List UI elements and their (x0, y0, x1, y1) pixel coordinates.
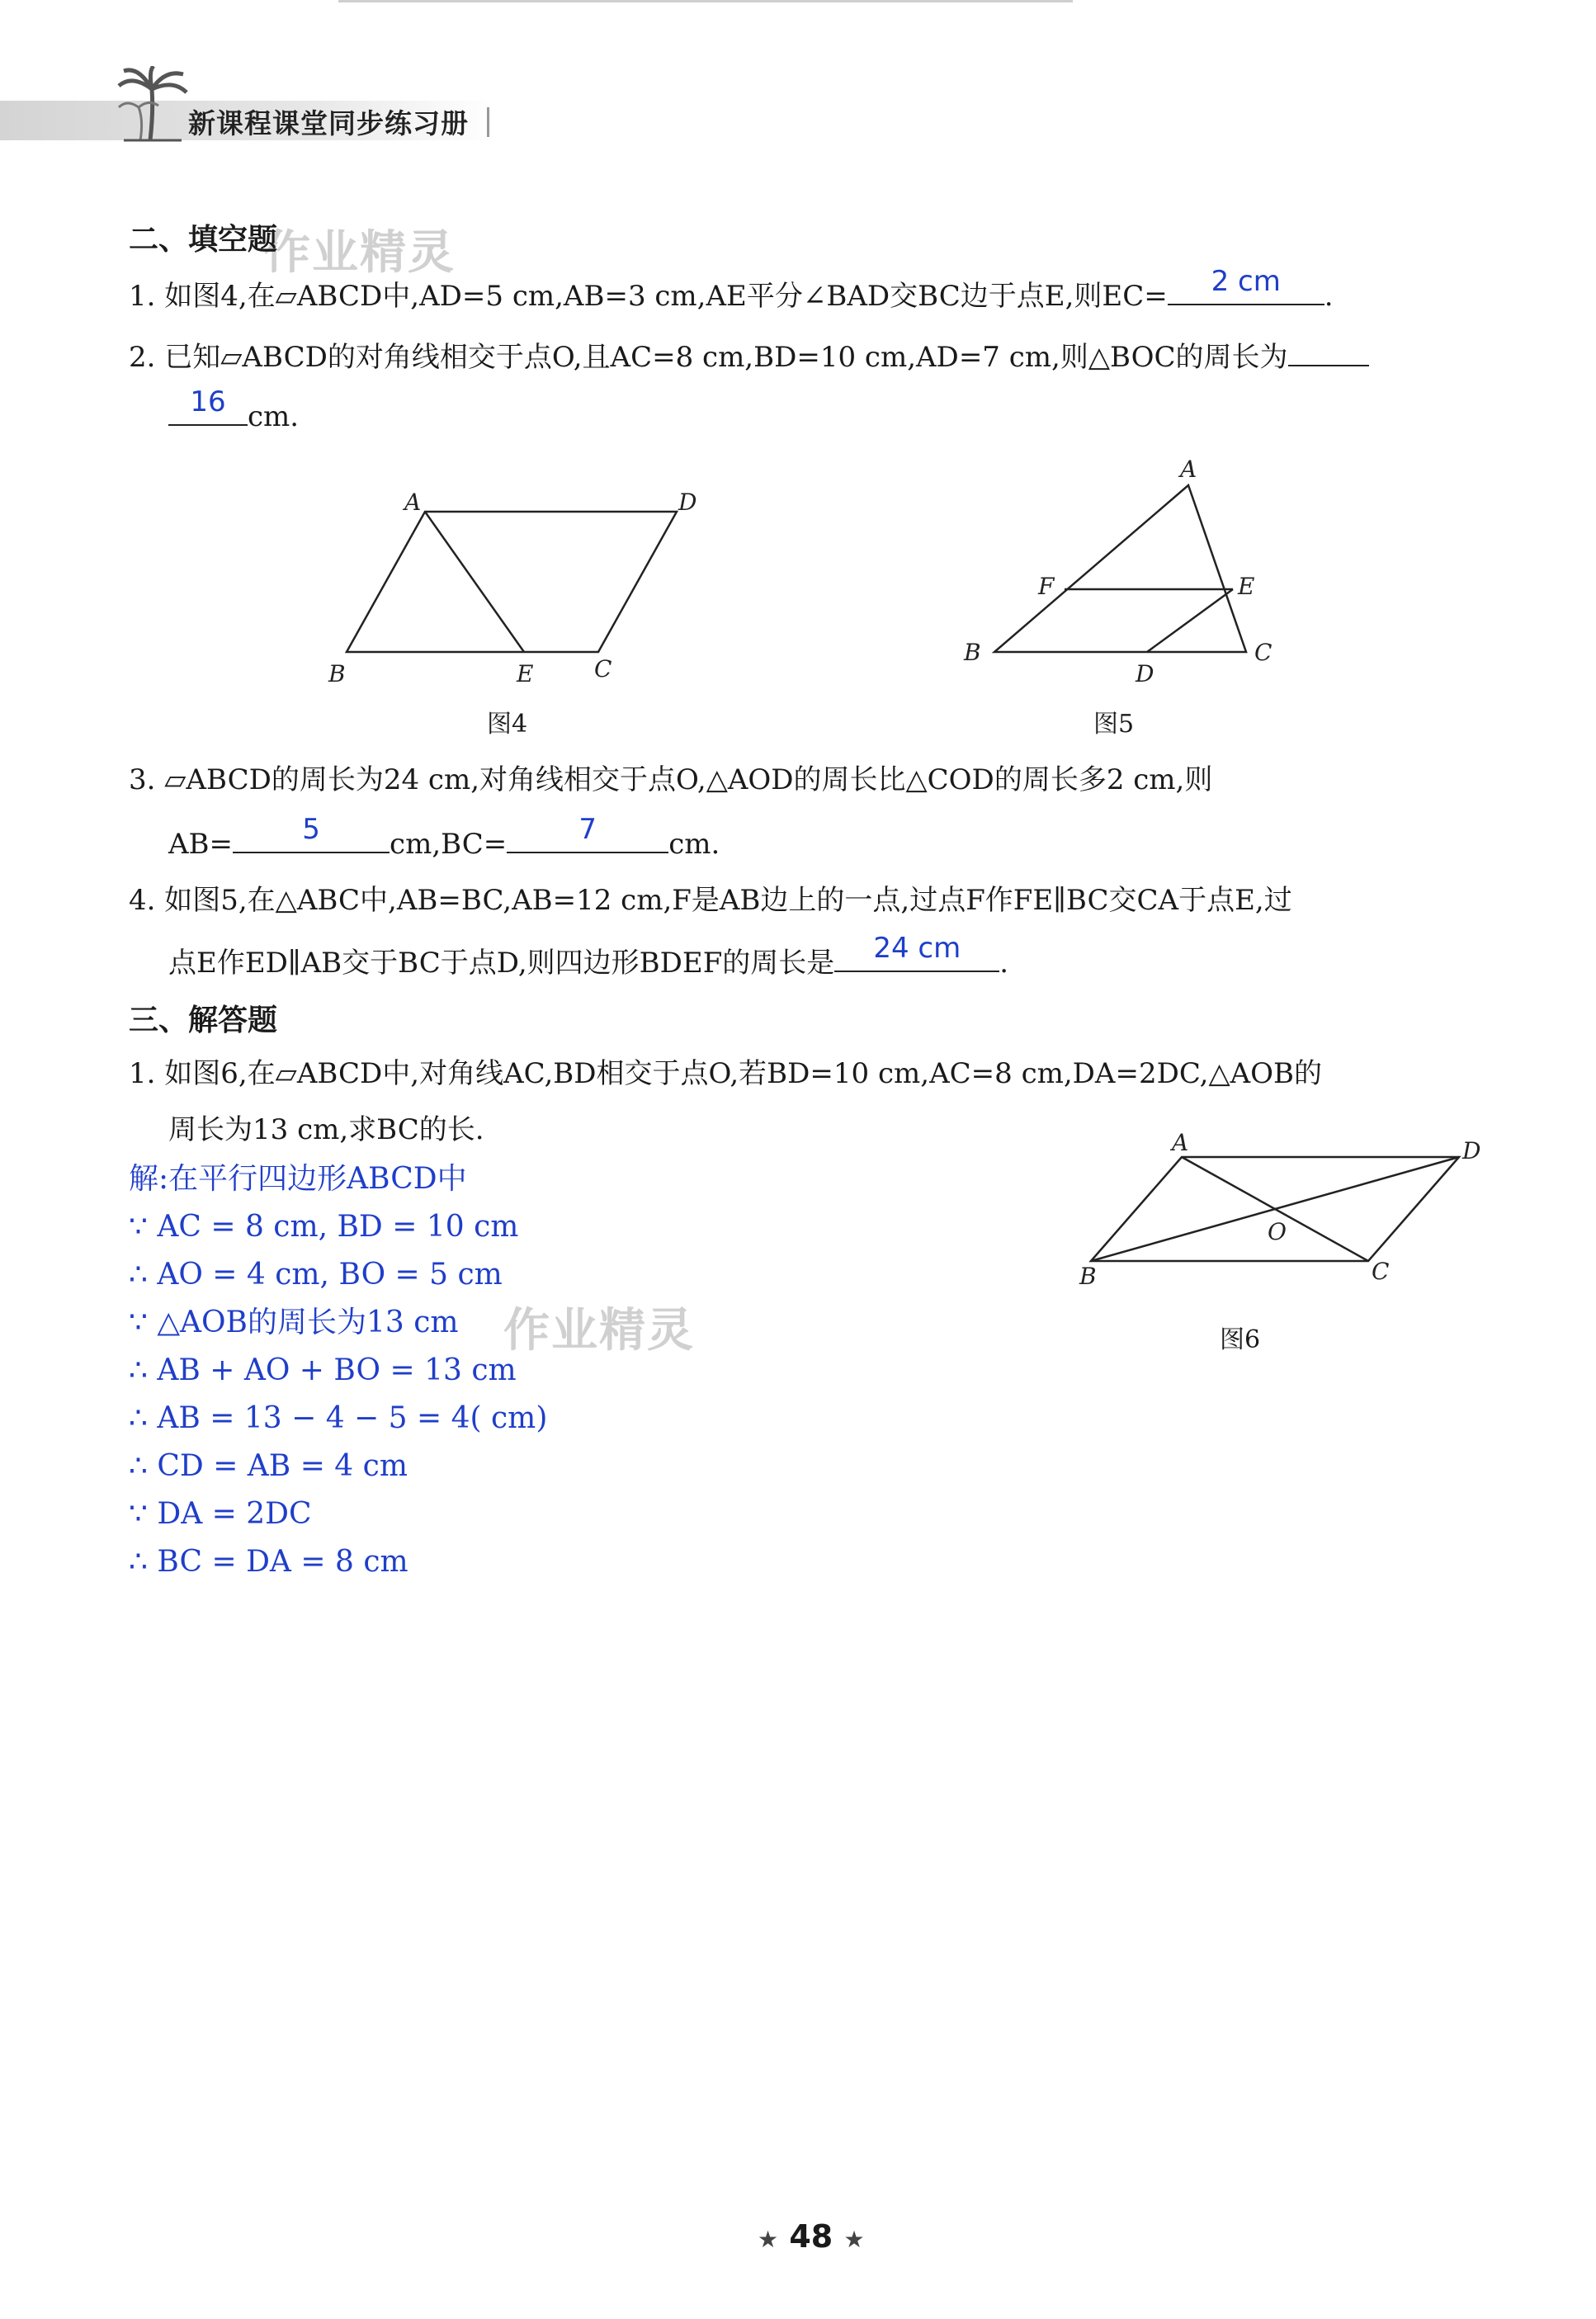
solution-line: 解:在平行四边形ABCD中 (129, 1162, 467, 1196)
fig5-label-a: A (1180, 456, 1197, 483)
fig4-label-c: C (594, 655, 612, 682)
figure-4 (322, 479, 718, 693)
question-text: . (1324, 280, 1334, 313)
question-3-1 (129, 1053, 1322, 1094)
figure-6-caption: 图6 (1220, 1325, 1261, 1354)
solution-line: ∵ DA = 2DC (129, 1497, 312, 1531)
answer-blank-ab (233, 813, 390, 853)
question-text: AB= (168, 828, 234, 861)
solution-block (129, 1155, 547, 1586)
header-title: 新课程课堂同步练习册 (188, 107, 469, 139)
solution-line: ∵ AC = 8 cm, BD = 10 cm (129, 1210, 519, 1244)
fig6-label-o: O (1268, 1218, 1287, 1245)
question-2-2 (129, 333, 1369, 378)
header-divider (487, 107, 489, 137)
section-title-fill-blank: 二、填空题 (129, 223, 278, 257)
solution-line: ∴ CD = AB = 4 cm (129, 1449, 408, 1483)
answer-text: 5 (302, 813, 320, 846)
question-2-3 (129, 759, 1212, 801)
solution-line: ∴ BC = DA = 8 cm (129, 1545, 408, 1579)
question-2-4-line2 (168, 932, 1009, 984)
question-2-1 (129, 265, 1334, 317)
fig5-label-b: B (964, 639, 981, 666)
question-text: 3. ▱ABCD的周长为24 cm,对角线相交于点O,△AOD的周长比△COD的周长多2 cm,则 (129, 763, 1213, 796)
question-2-3-line2 (168, 813, 720, 865)
section-title-solve: 三、解答题 (129, 1004, 278, 1037)
watermark: 作业精灵 (264, 226, 456, 280)
watermark: 作业精灵 (503, 1304, 695, 1358)
fig4-label-b: B (328, 660, 346, 687)
answer-blank (168, 385, 248, 426)
page-number: 48 (789, 2218, 833, 2255)
answer-text: 7 (578, 813, 597, 846)
answer-blank (834, 932, 999, 972)
figure-5 (949, 452, 1296, 692)
palm-tree-icon (116, 66, 190, 142)
fig6-label-d: D (1462, 1137, 1481, 1164)
answer-text: 2 cm (1211, 265, 1281, 298)
question-text: 周长为13 cm,求BC的长. (168, 1113, 484, 1146)
fig5-label-f: F (1038, 573, 1055, 600)
fig4-label-a: A (404, 489, 422, 516)
top-edge-line (338, 0, 1073, 2)
question-3-1-line2 (168, 1109, 484, 1150)
answer-blank (1168, 265, 1324, 305)
figure-6 (1073, 1122, 1502, 1287)
star-icon: ★ (758, 2226, 779, 2253)
question-text: . (999, 947, 1009, 980)
answer-text: 24 cm (873, 932, 961, 965)
fig6-label-b: B (1079, 1263, 1097, 1287)
answer-blank-tail (1288, 333, 1369, 366)
fig6-label-a: A (1172, 1129, 1189, 1156)
figure-4-caption: 图4 (487, 710, 528, 739)
fig5-label-c: C (1254, 639, 1273, 666)
figure-5-caption: 图5 (1093, 710, 1135, 739)
question-text: 2. 已知▱ABCD的对角线相交于点O,且AC=8 cm,BD=10 cm,AD=7 cm,则△BOC的周长为 (129, 341, 1288, 374)
fig5-label-e: E (1238, 573, 1255, 600)
solution-line: ∴ AB + AO + BO = 13 cm (129, 1353, 517, 1387)
fig6-label-c: C (1372, 1258, 1390, 1285)
question-2-2-line2 (168, 385, 300, 437)
fig5-label-d: D (1136, 660, 1155, 687)
question-text: cm. (248, 400, 300, 433)
question-text: cm,BC= (390, 828, 508, 861)
question-text: 1. 如图4,在▱ABCD中,AD=5 cm,AB=3 cm,AE平分∠BAD交BC边于点E,则EC= (129, 280, 1168, 313)
solution-line: ∴ AB = 13 − 4 − 5 = 4( cm) (129, 1401, 548, 1435)
fig4-label-e: E (517, 660, 534, 687)
question-text: cm. (668, 828, 720, 861)
answer-text: 16 (190, 385, 226, 418)
question-text: 4. 如图5,在△ABC中,AB=BC,AB=12 cm,F是AB边上的一点,过点F作FE∥BC交CA于点E,过 (129, 884, 1292, 917)
solution-line: ∴ AO = 4 cm, BO = 5 cm (129, 1258, 503, 1292)
question-2-4 (129, 880, 1292, 921)
fig4-label-d: D (678, 489, 697, 516)
question-text: 点E作ED∥AB交于BC于点D,则四边形BDEF的周长是 (168, 947, 835, 980)
question-text: 1. 如图6,在▱ABCD中,对角线AC,BD相交于点O,若BD=10 cm,AC=8 cm,DA=2DC,△AOB的 (129, 1057, 1323, 1090)
solution-line: ∵ △AOB的周长为13 cm (129, 1306, 459, 1339)
page-number-block (758, 2218, 865, 2255)
star-icon: ★ (843, 2226, 865, 2253)
answer-blank-bc (507, 813, 668, 853)
